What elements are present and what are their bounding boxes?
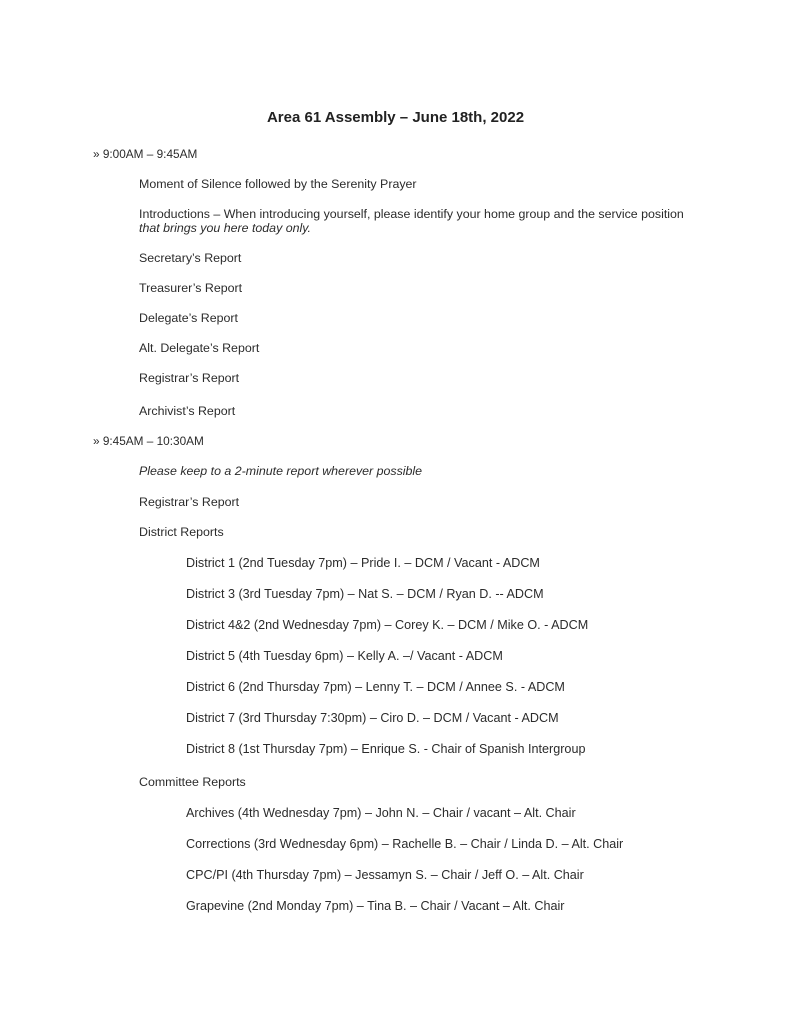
- committee-report-archives: Archives (4th Wednesday 7pm) – John N. – Chair / vacant – Alt. Chair: [186, 806, 576, 820]
- agenda-item-introductions: Introductions – When introducing yourself, please identify your home group and the service position: [139, 207, 684, 221]
- district-report-6: District 6 (2nd Thursday 7pm) – Lenny T. – DCM / Annee S. - ADCM: [186, 680, 565, 694]
- time-slot-2: » 9:45AM – 10:30AM: [93, 434, 204, 448]
- district-reports-heading: District Reports: [139, 525, 224, 539]
- committee-reports-heading: Committee Reports: [139, 775, 246, 789]
- district-report-5: District 5 (4th Tuesday 6pm) – Kelly A. –/ Vacant - ADCM: [186, 649, 503, 663]
- agenda-item-alt-delegate-report: Alt. Delegate’s Report: [139, 341, 260, 355]
- agenda-item-secretary-report: Secretary’s Report: [139, 251, 242, 265]
- committee-report-corrections: Corrections (3rd Wednesday 6pm) – Rachelle B. – Chair / Linda D. – Alt. Chair: [186, 837, 624, 851]
- document-title: Area 61 Assembly – June 18th, 2022: [266, 109, 525, 126]
- agenda-item-registrar-report: Registrar’s Report: [139, 371, 240, 385]
- time-slot-1: » 9:00AM – 9:45AM: [93, 147, 198, 161]
- agenda-item-moment-of-silence: Moment of Silence followed by the Serenity Prayer: [139, 177, 417, 191]
- district-report-1: District 1 (2nd Tuesday 7pm) – Pride I. – DCM / Vacant - ADCM: [186, 556, 540, 570]
- agenda-item-archivist-report: Archivist’s Report: [139, 404, 236, 418]
- agenda-item-introductions-continued: that brings you here today only.: [139, 221, 311, 235]
- committee-report-grapevine: Grapevine (2nd Monday 7pm) – Tina B. – Chair / Vacant – Alt. Chair: [186, 899, 565, 913]
- district-report-8: District 8 (1st Thursday 7pm) – Enrique S. - Chair of Spanish Intergroup: [186, 742, 586, 756]
- committee-report-cpc-pi: CPC/PI (4th Thursday 7pm) – Jessamyn S. – Chair / Jeff O. – Alt. Chair: [186, 868, 584, 882]
- district-report-7: District 7 (3rd Thursday 7:30pm) – Ciro D. – DCM / Vacant - ADCM: [186, 711, 559, 725]
- agenda-item-treasurer-report: Treasurer’s Report: [139, 281, 243, 295]
- district-report-4-2: District 4&2 (2nd Wednesday 7pm) – Corey K. – DCM / Mike O. - ADCM: [186, 618, 589, 632]
- district-report-3: District 3 (3rd Tuesday 7pm) – Nat S. – DCM / Ryan D. -- ADCM: [186, 587, 544, 601]
- agenda-item-delegate-report: Delegate’s Report: [139, 311, 238, 325]
- report-time-note: Please keep to a 2-minute report wherever possible: [139, 464, 423, 478]
- agenda-item-registrar-report-2: Registrar’s Report: [139, 495, 240, 509]
